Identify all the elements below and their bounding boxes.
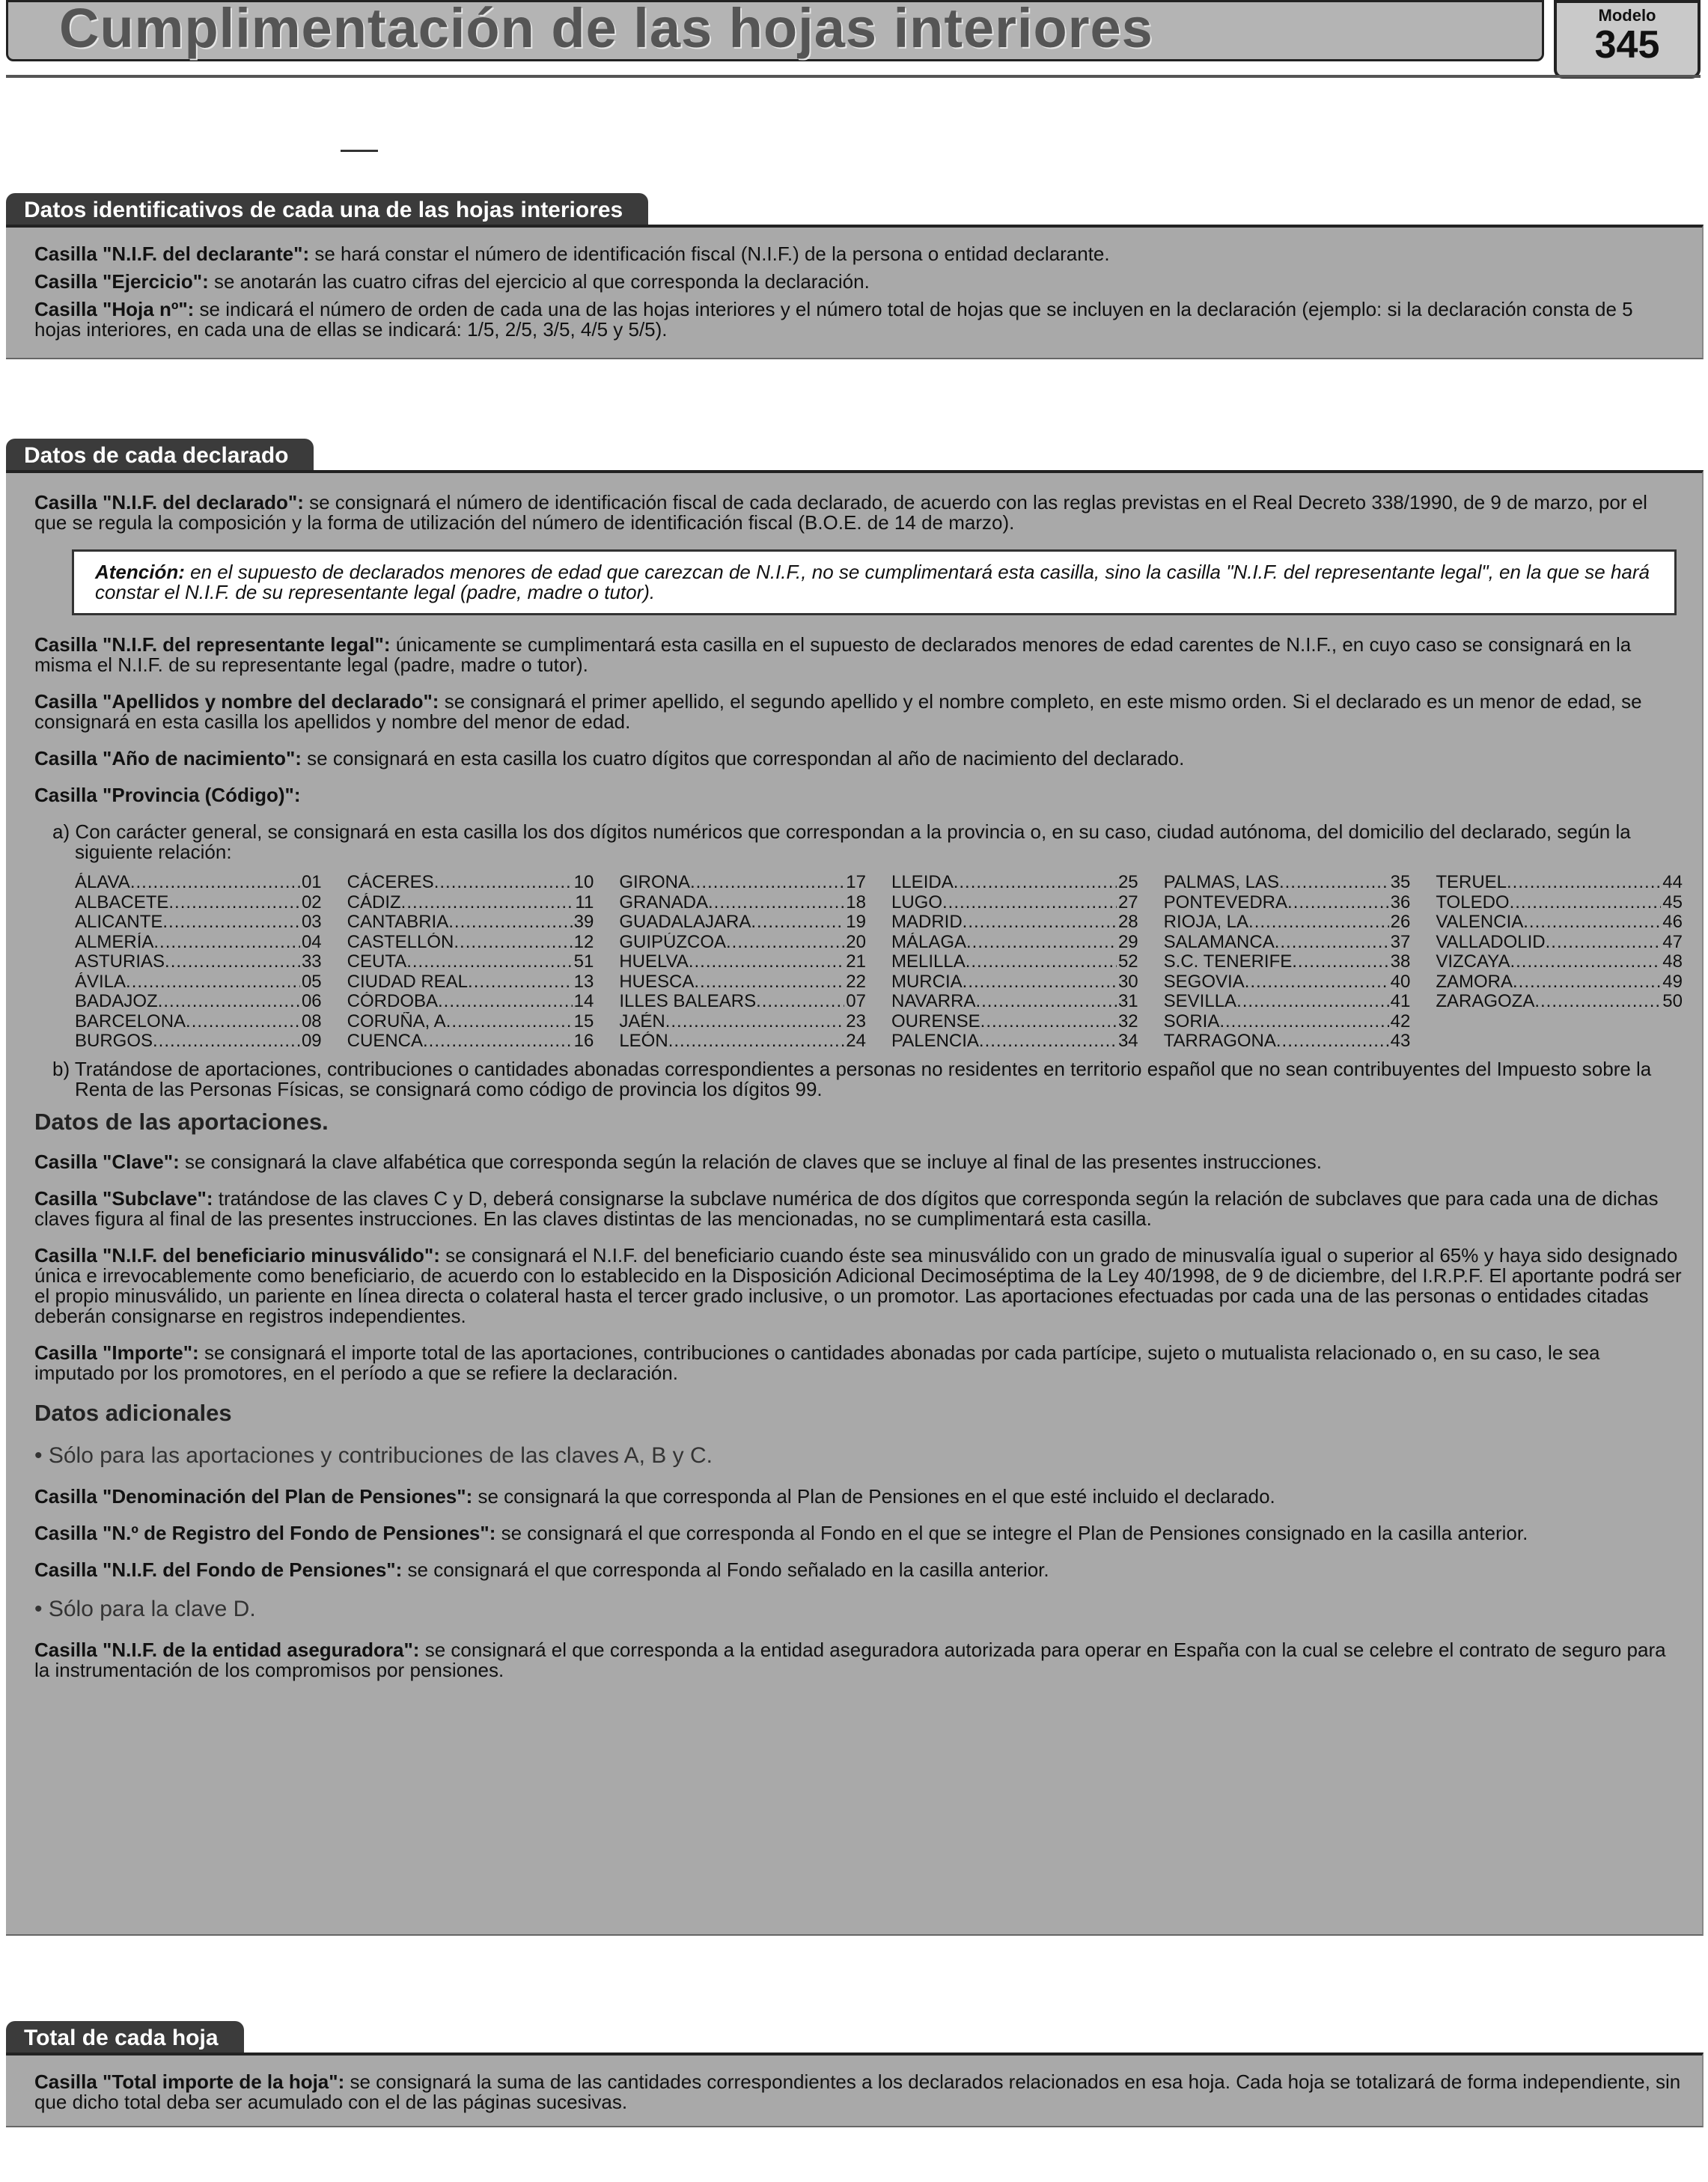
province-name: ÁLAVA — [75, 873, 130, 892]
province-entry — [619, 992, 866, 1012]
leader-dots — [665, 1012, 845, 1032]
province-entry — [75, 1012, 322, 1032]
leader-dots — [668, 1031, 845, 1052]
province-entry — [619, 1031, 866, 1052]
province-name: ÁVILA — [75, 972, 126, 992]
province-code: 24 — [846, 1031, 866, 1051]
province-name: CANTABRIA — [347, 912, 449, 932]
paragraph-ano-nacimiento: Casilla "Año de nacimiento": se consignará en esta casilla los cuatro dígitos que correspondan al año de nacimiento del declarado. — [34, 747, 1185, 770]
province-code: 03 — [301, 912, 322, 932]
paragraph-representante: Casilla "N.I.F. del representante legal": únicamente se cumplimentará esta casilla en el supuesto de declarados menores de edad carentes de N.I.F., en cuyo caso se consignará en la misma el N.I.F. de su representante legal (padre, madre o tutor). — [34, 633, 1632, 676]
province-code: 23 — [846, 1011, 866, 1031]
paragraph-beneficiario: Casilla "N.I.F. del beneficiario minusválido": se consignará el N.I.F. del beneficiario cuando éste sea minusválido con un grado de minusvalía igual o superior al 65% y haya sido designado única e irrevocablemente como beneficiario, de acuerdo con lo establecido en la Disposición Adicional Decimoséptima de la Ley 40/1998, de 9 de diciembre, del I.R.P.F. El aportante podrá ser el propio minusválido, un pariente en línea directa o colateral hasta el tercer grado inclusive, o un promotor. Las aportaciones efectuadas por cada una de las personas o entidades citadas deberán consignarse en registros independientes. — [34, 1243, 1682, 1327]
province-code: 51 — [573, 952, 594, 972]
provincia-rule-a: a) Con carácter general, se consignará en esta casilla los dos dígitos numéricos que correspondan a la provincia o, en su caso, ciudad autónoma, del domicilio del declarado, según la siguiente relación: — [52, 820, 1631, 863]
province-code: 41 — [1390, 992, 1411, 1011]
province-name: CÁCERES — [347, 873, 434, 892]
province-name: GRANADA — [619, 892, 709, 912]
leader-dots — [980, 1012, 1117, 1032]
province-name: TARRAGONA — [1163, 1031, 1276, 1051]
heading-datos-aportaciones: Datos de las aportaciones. — [34, 1108, 329, 1135]
province-code: 36 — [1390, 892, 1411, 912]
province-code: 37 — [1390, 932, 1411, 952]
province-code: 28 — [1117, 912, 1138, 932]
province-name: ZARAGOZA — [1436, 992, 1535, 1011]
province-entry — [75, 912, 322, 933]
leader-dots — [1276, 1031, 1389, 1052]
province-name: VIZCAYA — [1436, 952, 1510, 972]
province-name: OURENSE — [891, 1011, 980, 1031]
province-code: 09 — [301, 1031, 322, 1051]
province-name: LEÓN — [619, 1031, 668, 1051]
province-entry — [619, 952, 866, 972]
province-entry — [1164, 912, 1411, 933]
province-code: 45 — [1662, 892, 1683, 912]
province-code: 02 — [301, 892, 322, 912]
province-entry — [1164, 1031, 1411, 1052]
province-code: 32 — [1117, 1011, 1138, 1031]
leader-dots — [165, 952, 300, 972]
province-name: MURCIA — [891, 972, 963, 992]
leader-dots — [1236, 992, 1389, 1012]
province-entry — [1436, 893, 1683, 913]
province-code: 35 — [1390, 873, 1411, 892]
leader-dots — [1510, 952, 1661, 972]
province-entry — [1164, 992, 1411, 1012]
province-code: 50 — [1662, 992, 1683, 1011]
leader-dots — [942, 893, 1117, 913]
bullet-claves-abc: • Sólo para las aportaciones y contribuciones de las claves A, B y C. — [34, 1442, 713, 1468]
province-code: 33 — [301, 952, 322, 972]
title-bar — [6, 0, 1544, 61]
leader-dots — [726, 933, 844, 953]
province-name: SALAMANCA — [1163, 932, 1275, 952]
province-code: 16 — [573, 1031, 594, 1051]
province-code: 22 — [846, 972, 866, 992]
province-entry — [1164, 933, 1411, 953]
province-entry — [347, 873, 594, 893]
province-entry — [347, 933, 594, 953]
province-entry — [1436, 933, 1683, 953]
leader-dots — [966, 952, 1117, 972]
province-name: HUESCA — [619, 972, 695, 992]
province-code: 04 — [301, 932, 322, 952]
leader-dots — [446, 1012, 573, 1032]
province-name: ALMERÍA — [75, 932, 154, 952]
province-code: 01 — [301, 873, 322, 892]
province-entry — [347, 992, 594, 1012]
province-entry — [891, 912, 1138, 933]
province-entry — [1164, 952, 1411, 972]
leader-dots — [756, 992, 844, 1012]
province-entry — [891, 1012, 1138, 1032]
province-code: 10 — [573, 873, 594, 892]
province-name: PALMAS, LAS — [1163, 873, 1279, 892]
paragraph-clave: Casilla "Clave": se consignará la clave alfabética que corresponda según la relación de claves que se incluye al final de las presentes instrucciones. — [34, 1150, 1322, 1173]
province-code: 11 — [575, 892, 594, 912]
province-name: MADRID — [891, 912, 963, 932]
province-name: VALENCIA — [1436, 912, 1524, 932]
province-code: 15 — [573, 1011, 594, 1031]
province-code: 07 — [846, 992, 866, 1011]
leader-dots — [158, 992, 300, 1012]
province-entry — [1436, 873, 1683, 893]
province-code: 14 — [573, 992, 594, 1011]
province-entry — [1164, 873, 1411, 893]
leader-dots — [423, 1031, 573, 1052]
paragraph-total-importe: Casilla "Total importe de la hoja": se consignará la suma de las cantidades correspondientes a los declarados relacionados en esa hoja. Cada hoja se totalizará de forma independiente, sin que dicho total deba ser acumulado con el de las páginas sucesivas. — [34, 2070, 1681, 2113]
leader-dots — [1523, 912, 1661, 933]
province-entry — [75, 952, 322, 972]
section-tab-datos-declarado: Datos de cada declarado — [6, 439, 314, 472]
province-entry — [619, 873, 866, 893]
provincia-rule-b: b) Tratándose de aportaciones, contribuciones o cantidades abonadas correspondientes a personas no residentes en territorio español que no sean contribuyentes del Impuesto sobre la Renta de las Personas Físicas, se consignará como código de provincia los dígitos 99. — [52, 1057, 1652, 1100]
paragraph-nif-declarante: Casilla "N.I.F. del declarante": se hará constar el número de identificación fiscal (N.I.F.) de la persona o entidad declarante. — [34, 243, 1110, 265]
province-code: 48 — [1662, 952, 1683, 972]
province-name: CÁDIZ — [347, 892, 401, 912]
model-box — [1554, 0, 1701, 79]
province-entry — [1164, 972, 1411, 993]
province-code: 34 — [1117, 1031, 1138, 1051]
province-entry — [1436, 972, 1683, 993]
province-entry — [891, 893, 1138, 913]
province-name: BADAJOZ — [75, 992, 158, 1011]
leader-dots — [468, 972, 573, 993]
leader-dots — [1507, 873, 1661, 893]
province-name: BURGOS — [75, 1031, 153, 1051]
leader-dots — [168, 893, 300, 913]
page-title: Cumplimentación de las hojas interiores — [59, 0, 1153, 59]
leader-dots — [751, 912, 844, 933]
province-code: 21 — [846, 952, 866, 972]
decorative-dash — [341, 150, 378, 152]
province-name: GUADALAJARA — [619, 912, 751, 932]
province-entry — [891, 873, 1138, 893]
province-name: GUIPÚZCOA — [619, 932, 727, 952]
province-name: RIOJA, LA — [1163, 912, 1249, 932]
section-datos-declarado — [6, 470, 1704, 1936]
leader-dots — [966, 933, 1117, 953]
leader-dots — [1546, 933, 1662, 953]
province-entry — [891, 972, 1138, 993]
leader-dots — [979, 1031, 1117, 1052]
province-name: LLEIDA — [891, 873, 954, 892]
province-entry — [75, 873, 322, 893]
province-name: CORUÑA, A — [347, 1011, 446, 1031]
province-entry — [891, 1031, 1138, 1052]
paragraph-denominacion: Casilla "Denominación del Plan de Pensiones": se consignará la que corresponda al Plan de Pensiones en el que esté incluido el declarado. — [34, 1484, 1275, 1508]
province-name: CEUTA — [347, 952, 407, 972]
province-code: 27 — [1117, 892, 1138, 912]
leader-dots — [454, 933, 572, 953]
leader-dots — [1292, 952, 1388, 972]
leader-dots — [406, 952, 572, 972]
province-name: ALICANTE — [75, 912, 163, 932]
province-entry — [891, 952, 1138, 972]
province-code: 52 — [1117, 952, 1138, 972]
province-name: CASTELLÓN — [347, 932, 454, 952]
leader-dots — [434, 873, 573, 893]
province-name: HUELVA — [619, 952, 689, 972]
province-code: 42 — [1390, 1011, 1411, 1031]
leader-dots — [1513, 972, 1661, 993]
province-code: 29 — [1117, 932, 1138, 952]
paragraph-hoja: Casilla "Hoja nº": se indicará el número de orden de cada una de las hojas interiores y el número total de hojas que se incluyen en la declaración (ejemplo: si la declaración consta de 5 hojas interiores, en cada una de ellas se indicará: 1/5, 2/5, 3/5, 4/5 y 5/5). — [34, 298, 1633, 341]
province-code: 20 — [846, 932, 866, 952]
attention-note: Atención: en el supuesto de declarados menores de edad que carezcan de N.I.F., no se cumplimentará esta casilla, sino la casilla "N.I.F. del representante legal", en la que se hará constar el N.I.F. de su representante legal (padre, madre o tutor). — [72, 549, 1677, 615]
province-name: CÓRDOBA — [347, 992, 439, 1011]
province-entry — [1436, 1031, 1683, 1052]
province-entry — [75, 972, 322, 993]
province-code: 49 — [1662, 972, 1683, 992]
province-entry — [619, 933, 866, 953]
leader-dots — [448, 912, 572, 933]
province-name: ASTURIAS — [75, 952, 165, 972]
province-entry — [1164, 893, 1411, 913]
province-code: 26 — [1390, 912, 1411, 932]
province-code: 43 — [1390, 1031, 1411, 1051]
leader-dots — [1510, 893, 1662, 913]
leader-dots — [162, 912, 300, 933]
leader-dots — [126, 972, 300, 993]
province-entry — [347, 952, 594, 972]
leader-dots — [1245, 972, 1389, 993]
province-code: 46 — [1662, 912, 1683, 932]
province-code: 05 — [301, 972, 322, 992]
province-code-table — [75, 873, 1683, 1052]
province-code: 40 — [1390, 972, 1411, 992]
leader-dots — [186, 1012, 300, 1032]
paragraph-importe: Casilla "Importe": se consignará el importe total de las aportaciones, contribuciones o cantidades abonadas por cada partícipe, sujeto o mutualista relacionado o, en su caso, le sea imputado por los promotores, en el período a que se refiere la declaración. — [34, 1341, 1600, 1384]
province-name: SEGOVIA — [1163, 972, 1245, 992]
province-code: 12 — [573, 932, 594, 952]
province-entry — [619, 893, 866, 913]
leader-dots — [153, 933, 300, 953]
province-entry — [1436, 912, 1683, 933]
province-name: TOLEDO — [1436, 892, 1510, 912]
model-label: Modelo — [1598, 6, 1656, 25]
province-entry — [619, 912, 866, 933]
province-code: 08 — [301, 1011, 322, 1031]
header-rule — [6, 75, 1701, 78]
province-name: ALBACETE — [75, 892, 169, 912]
leader-dots — [153, 1031, 300, 1052]
province-entry — [347, 1031, 594, 1052]
paragraph-apellidos: Casilla "Apellidos y nombre del declarado": se consignará el primer apellido, el segundo apellido y el nombre completo, en este mismo orden. Si el declarado es un menor de edad, se consignará en esta casilla los apellidos y nombre del menor de edad. — [34, 690, 1642, 733]
model-number: 345 — [1594, 23, 1660, 67]
province-entry — [347, 972, 594, 993]
province-code: 39 — [573, 912, 594, 932]
leader-dots — [130, 873, 300, 893]
bullet-clave-d: • Sólo para la clave D. — [34, 1596, 256, 1621]
province-entry — [75, 992, 322, 1012]
province-entry — [347, 893, 594, 913]
paragraph-provincia: Casilla "Provincia (Código)": — [34, 784, 301, 806]
leader-dots — [954, 873, 1117, 893]
section-tab-datos-identificativos: Datos identificativos de cada una de las hojas interiores — [6, 193, 648, 226]
province-name: PONTEVEDRA — [1163, 892, 1288, 912]
leader-dots — [1287, 893, 1389, 913]
province-code: 06 — [301, 992, 322, 1011]
province-code: 25 — [1117, 873, 1138, 892]
paragraph-subclave: Casilla "Subclave": tratándose de las claves C y D, deberá consignarse la subclave numérica de dos dígitos que corresponda según la relación de subclaves que para cada una de dichas claves figura al final de las presentes instrucciones. En las claves distintas de las mencionadas, no se cumplimentará esta casilla. — [34, 1186, 1659, 1230]
province-name: S.C. TENERIFE — [1163, 952, 1293, 972]
province-name: ZAMORA — [1436, 972, 1513, 992]
province-name: MÁLAGA — [891, 932, 967, 952]
leader-dots — [438, 992, 573, 1012]
province-name: JAÉN — [619, 1011, 665, 1031]
province-entry — [891, 992, 1138, 1012]
province-code: 19 — [846, 912, 866, 932]
province-name: NAVARRA — [891, 992, 976, 1011]
province-name: SORIA — [1163, 1011, 1220, 1031]
leader-dots — [963, 972, 1117, 993]
leader-dots — [1279, 873, 1389, 893]
section-tab-total-hoja: Total de cada hoja — [6, 2021, 244, 2054]
paragraph-nif-declarado: Casilla "N.I.F. del declarado": se consignará el número de identificación fiscal de cada declarado, de acuerdo con las reglas previstas en el Real Decreto 338/1990, de 9 de marzo, por el que se regula la composición y la forma de utilización del número de identificación fiscal (B.O.E. de 14 de marzo). — [34, 491, 1647, 534]
province-code: 13 — [573, 972, 594, 992]
province-name: GIRONA — [619, 873, 691, 892]
section-datos-identificativos — [6, 225, 1704, 359]
province-name: MELILLA — [891, 952, 966, 972]
province-name: LUGO — [891, 892, 942, 912]
province-entry — [347, 912, 594, 933]
province-code: 17 — [846, 873, 866, 892]
province-code: 44 — [1662, 873, 1683, 892]
leader-dots — [694, 972, 844, 993]
leader-dots — [708, 893, 844, 913]
leader-dots — [1248, 912, 1389, 933]
province-name: VALLADOLID — [1436, 932, 1546, 952]
province-name: SEVILLA — [1163, 992, 1237, 1011]
leader-dots — [1534, 992, 1661, 1012]
province-name: CIUDAD REAL — [347, 972, 469, 992]
province-entry — [619, 972, 866, 993]
province-code: 31 — [1117, 992, 1138, 1011]
province-code: 38 — [1390, 952, 1411, 972]
province-entry — [891, 933, 1138, 953]
province-name: PALENCIA — [891, 1031, 979, 1051]
heading-datos-adicionales: Datos adicionales — [34, 1399, 232, 1426]
province-entry — [75, 1031, 322, 1052]
leader-dots — [690, 873, 844, 893]
leader-dots — [401, 893, 574, 913]
paragraph-nif-fondo: Casilla "N.I.F. del Fondo de Pensiones": se consignará el que corresponda al Fondo señalado en la casilla anterior. — [34, 1558, 1049, 1581]
paragraph-ejercicio: Casilla "Ejercicio": se anotarán las cuatro cifras del ejercicio al que corresponda la declaración. — [34, 270, 870, 293]
paragraph-aseguradora: Casilla "N.I.F. de la entidad aseguradora": se consignará el que corresponda a la entidad aseguradora autorizada para operar en España con la cual se celebre el contrato de seguro para la instrumentación de los compromisos por pensiones. — [34, 1638, 1666, 1681]
province-entry — [347, 1012, 594, 1032]
leader-dots — [1219, 1012, 1388, 1032]
province-entry — [75, 933, 322, 953]
section-total-hoja — [6, 2053, 1704, 2127]
leader-dots — [689, 952, 844, 972]
province-entry — [75, 893, 322, 913]
province-code: 47 — [1662, 932, 1683, 952]
paragraph-registro-fondo: Casilla "N.º de Registro del Fondo de Pensiones": se consignará el que corresponda al Fondo en el que se integre el Plan de Pensiones consignado en la casilla anterior. — [34, 1521, 1528, 1544]
leader-dots — [975, 992, 1117, 1012]
province-name: BARCELONA — [75, 1011, 186, 1031]
province-code: 18 — [846, 892, 866, 912]
province-name: ILLES BALEARS — [619, 992, 757, 1011]
province-entry — [1436, 1012, 1683, 1032]
leader-dots — [1275, 933, 1389, 953]
province-entry — [1436, 992, 1683, 1012]
province-name: TERUEL — [1436, 873, 1507, 892]
province-entry — [619, 1012, 866, 1032]
province-entry — [1164, 1012, 1411, 1032]
province-entry — [1436, 952, 1683, 972]
province-name: CUENCA — [347, 1031, 423, 1051]
province-code: 30 — [1117, 972, 1138, 992]
leader-dots — [963, 912, 1117, 933]
